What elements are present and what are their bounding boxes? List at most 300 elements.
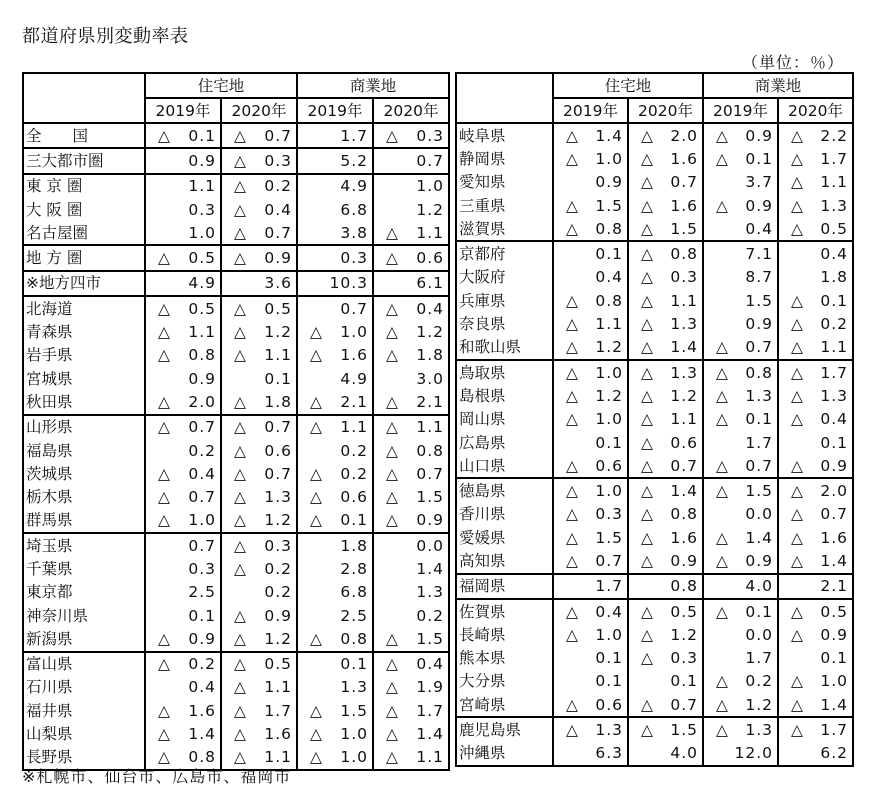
rate-value: 0.6 xyxy=(670,433,698,452)
rate-cell xyxy=(703,693,778,717)
negative-marker: △ xyxy=(310,701,322,720)
rate-cell xyxy=(628,217,703,241)
rate-cell xyxy=(145,344,221,367)
rate-cell xyxy=(145,221,221,245)
negative-marker: △ xyxy=(158,488,170,507)
table-row xyxy=(456,241,853,265)
rate-value: 1.3 xyxy=(264,488,292,507)
rate-value: 0.1 xyxy=(670,672,698,691)
rate-cell xyxy=(373,462,449,485)
negative-marker: △ xyxy=(386,126,398,145)
header-year-2020: 2020年 xyxy=(221,98,297,123)
rate-value: 0.3 xyxy=(670,649,698,668)
rate-cell xyxy=(373,148,449,173)
table-row xyxy=(456,289,853,312)
rate-value: 1.4 xyxy=(670,338,698,357)
rate-cell xyxy=(221,221,297,245)
rate-value: 0.3 xyxy=(264,151,292,170)
table-row xyxy=(456,217,853,241)
table-row xyxy=(23,344,449,367)
negative-marker: △ xyxy=(641,363,653,382)
rate-cell xyxy=(628,623,703,646)
rate-value: 0.9 xyxy=(820,625,848,644)
rate-value: 1.6 xyxy=(670,196,698,215)
rate-value: 0.4 xyxy=(416,655,444,674)
rate-cell xyxy=(553,503,628,526)
table-row xyxy=(23,676,449,699)
region-name: 大分県 xyxy=(456,670,553,693)
negative-marker: △ xyxy=(791,482,803,501)
table-row xyxy=(23,509,449,533)
rate-cell xyxy=(145,627,221,651)
rate-value: 0.4 xyxy=(188,464,216,483)
rate-cell xyxy=(221,462,297,485)
rate-value: 0.9 xyxy=(264,606,292,625)
rate-value: 1.5 xyxy=(416,629,444,648)
negative-marker: △ xyxy=(158,748,170,767)
negative-marker: △ xyxy=(791,551,803,570)
rate-value: 0.8 xyxy=(670,505,698,524)
region-name: 広島県 xyxy=(456,431,553,454)
rate-cell xyxy=(628,599,703,623)
rate-value: 0.8 xyxy=(745,363,773,382)
negative-marker: △ xyxy=(310,464,322,483)
rate-cell xyxy=(628,360,703,384)
rate-cell xyxy=(778,742,853,766)
rate-cell xyxy=(778,431,853,454)
rate-cell xyxy=(778,266,853,289)
rate-value: 6.2 xyxy=(820,744,848,763)
rate-value: 0.1 xyxy=(340,655,368,674)
rate-value: 0.7 xyxy=(188,488,216,507)
rate-cell xyxy=(145,367,221,390)
rate-cell xyxy=(628,549,703,573)
table-row xyxy=(456,266,853,289)
rate-value: 1.4 xyxy=(820,695,848,714)
rate-cell xyxy=(778,599,853,623)
rate-cell xyxy=(703,312,778,335)
rate-value: 7.1 xyxy=(745,245,773,264)
rate-cell xyxy=(628,241,703,265)
rate-value: 1.0 xyxy=(595,149,623,168)
rate-value: 0.9 xyxy=(595,173,623,192)
rate-cell xyxy=(628,312,703,335)
region-name: 群馬県 xyxy=(23,509,145,533)
rate-cell xyxy=(221,533,297,557)
rate-cell xyxy=(778,289,853,312)
rate-cell xyxy=(373,221,449,245)
region-name: 秋田県 xyxy=(23,390,145,414)
rate-cell xyxy=(703,454,778,478)
rate-cell xyxy=(145,415,221,439)
table-row xyxy=(23,627,449,651)
rate-cell xyxy=(778,574,853,599)
table-row xyxy=(456,574,853,599)
rate-cell xyxy=(297,722,373,745)
table-row xyxy=(23,557,449,580)
rate-value: 0.1 xyxy=(595,672,623,691)
rate-value: 0.5 xyxy=(264,655,292,674)
rate-cell xyxy=(221,367,297,390)
rate-cell xyxy=(221,174,297,198)
rate-value: 2.0 xyxy=(820,482,848,501)
rate-cell xyxy=(297,148,373,173)
negative-marker: △ xyxy=(234,249,246,268)
rate-cell xyxy=(778,336,853,360)
rate-value: 0.2 xyxy=(340,464,368,483)
region-name: 富山県 xyxy=(23,652,145,676)
negative-marker: △ xyxy=(791,456,803,475)
rate-value: 1.7 xyxy=(820,149,848,168)
rate-value: 1.0 xyxy=(595,625,623,644)
rate-cell xyxy=(703,266,778,289)
rate-value: 0.5 xyxy=(670,602,698,621)
negative-marker: △ xyxy=(641,551,653,570)
rate-value: 0.7 xyxy=(670,173,698,192)
table-row xyxy=(23,604,449,627)
rate-cell xyxy=(297,221,373,245)
rate-value: 0.1 xyxy=(820,433,848,452)
header-year-2019: 2019年 xyxy=(297,98,373,123)
header-blank xyxy=(23,73,145,123)
rate-cell xyxy=(145,557,221,580)
rate-value: 0.5 xyxy=(820,219,848,238)
rate-cell xyxy=(297,367,373,390)
rate-value: 0.7 xyxy=(745,456,773,475)
negative-marker: △ xyxy=(641,528,653,547)
table-row xyxy=(456,431,853,454)
rate-value: 1.5 xyxy=(745,291,773,310)
negative-marker: △ xyxy=(566,505,578,524)
region-name: 鳥取県 xyxy=(456,360,553,384)
rate-value: 5.2 xyxy=(340,151,368,170)
rate-value: 0.2 xyxy=(188,441,216,460)
rate-value: 6.3 xyxy=(595,744,623,763)
region-name: 新潟県 xyxy=(23,627,145,651)
rate-cell xyxy=(373,245,449,270)
negative-marker: △ xyxy=(234,126,246,145)
rate-value: 0.8 xyxy=(595,219,623,238)
negative-marker: △ xyxy=(791,149,803,168)
region-name: 宮城県 xyxy=(23,367,145,390)
rate-value: 1.0 xyxy=(595,363,623,382)
rate-value: 0.9 xyxy=(670,551,698,570)
rate-cell xyxy=(553,241,628,265)
rate-cell xyxy=(145,245,221,270)
rate-value: 1.3 xyxy=(340,678,368,697)
table-row xyxy=(23,722,449,745)
rate-cell xyxy=(628,647,703,670)
rate-value: 0.6 xyxy=(595,695,623,714)
rate-value: 1.6 xyxy=(264,725,292,744)
region-name: 佐賀県 xyxy=(456,599,553,623)
region-name: 茨城県 xyxy=(23,462,145,485)
table-row xyxy=(23,174,449,198)
negative-marker: △ xyxy=(641,291,653,310)
rate-value: 0.7 xyxy=(416,464,444,483)
left-table-body xyxy=(23,123,449,770)
rate-cell xyxy=(297,320,373,343)
negative-marker: △ xyxy=(641,386,653,405)
rate-cell xyxy=(221,271,297,296)
negative-marker: △ xyxy=(566,363,578,382)
negative-marker: △ xyxy=(791,721,803,740)
negative-marker: △ xyxy=(310,725,322,744)
negative-marker: △ xyxy=(716,338,728,357)
rate-cell xyxy=(373,367,449,390)
negative-marker: △ xyxy=(641,126,653,145)
negative-marker: △ xyxy=(310,488,322,507)
negative-marker: △ xyxy=(791,386,803,405)
rate-cell xyxy=(778,360,853,384)
region-name: 北海道 xyxy=(23,296,145,320)
region-name: 香川県 xyxy=(456,503,553,526)
rate-value: 1.1 xyxy=(340,418,368,437)
negative-marker: △ xyxy=(716,363,728,382)
footnote: ※札幌市、仙台市、広島市、福岡市 xyxy=(22,767,292,786)
rate-value: 1.5 xyxy=(595,528,623,547)
rate-value: 1.5 xyxy=(670,721,698,740)
negative-marker: △ xyxy=(234,323,246,342)
region-name: 愛媛県 xyxy=(456,526,553,549)
rate-cell xyxy=(703,289,778,312)
rate-cell xyxy=(553,408,628,431)
rate-cell xyxy=(297,652,373,676)
rate-cell xyxy=(221,245,297,270)
region-name: 山梨県 xyxy=(23,722,145,745)
rate-value: 0.7 xyxy=(188,418,216,437)
rate-cell xyxy=(778,241,853,265)
rate-value: 1.3 xyxy=(745,721,773,740)
rate-value: 0.4 xyxy=(264,200,292,219)
rate-value: 0.0 xyxy=(745,625,773,644)
rate-value: 1.0 xyxy=(188,223,216,242)
rate-cell xyxy=(703,742,778,766)
rate-value: 2.5 xyxy=(188,583,216,602)
rate-value: 1.3 xyxy=(670,315,698,334)
negative-marker: △ xyxy=(310,418,322,437)
negative-marker: △ xyxy=(566,551,578,570)
negative-marker: △ xyxy=(310,629,322,648)
rate-cell xyxy=(145,604,221,627)
region-name: 和歌山県 xyxy=(456,336,553,360)
rate-value: 0.1 xyxy=(595,245,623,264)
rate-value: 0.9 xyxy=(188,151,216,170)
rate-cell xyxy=(221,390,297,414)
negative-marker: △ xyxy=(791,126,803,145)
region-name: 兵庫県 xyxy=(456,289,553,312)
region-name: 沖縄県 xyxy=(456,742,553,766)
negative-marker: △ xyxy=(641,695,653,714)
rate-cell xyxy=(221,604,297,627)
rate-value: 1.7 xyxy=(595,577,623,596)
negative-marker: △ xyxy=(386,223,398,242)
rate-cell xyxy=(703,384,778,407)
rate-value: 0.9 xyxy=(264,249,292,268)
rate-cell xyxy=(373,652,449,676)
rate-cell xyxy=(703,717,778,741)
rate-cell xyxy=(778,171,853,194)
negative-marker: △ xyxy=(566,625,578,644)
rate-value: 0.8 xyxy=(416,441,444,460)
negative-marker: △ xyxy=(566,196,578,215)
negative-marker: △ xyxy=(791,219,803,238)
rate-cell xyxy=(628,289,703,312)
negative-marker: △ xyxy=(641,505,653,524)
table-row xyxy=(456,670,853,693)
rate-cell xyxy=(703,647,778,670)
region-name: 福井県 xyxy=(23,699,145,722)
table-row xyxy=(456,599,853,623)
rate-value: 1.5 xyxy=(670,219,698,238)
negative-marker: △ xyxy=(234,392,246,411)
region-name: 千葉県 xyxy=(23,557,145,580)
negative-marker: △ xyxy=(566,695,578,714)
rate-cell xyxy=(373,581,449,604)
negative-marker: △ xyxy=(310,511,322,530)
region-name: 岩手県 xyxy=(23,344,145,367)
rate-value: 3.8 xyxy=(340,223,368,242)
negative-marker: △ xyxy=(234,655,246,674)
rate-value: 1.3 xyxy=(820,386,848,405)
negative-marker: △ xyxy=(641,338,653,357)
negative-marker: △ xyxy=(386,392,398,411)
negative-marker: △ xyxy=(566,721,578,740)
region-name: 奈良県 xyxy=(456,312,553,335)
rate-value: 0.7 xyxy=(264,464,292,483)
rate-value: 1.1 xyxy=(670,291,698,310)
rate-value: 1.1 xyxy=(595,315,623,334)
negative-marker: △ xyxy=(791,291,803,310)
rate-cell xyxy=(553,599,628,623)
region-name: 徳島県 xyxy=(456,478,553,502)
rate-value: 1.0 xyxy=(340,323,368,342)
region-name: 東 京 圏 xyxy=(23,174,145,198)
region-name: ※地方四市 xyxy=(23,271,145,296)
rate-cell xyxy=(703,217,778,241)
rate-value: 1.2 xyxy=(416,200,444,219)
negative-marker: △ xyxy=(158,464,170,483)
rate-cell xyxy=(297,296,373,320)
rate-value: 0.1 xyxy=(595,433,623,452)
table-row xyxy=(23,652,449,676)
rate-cell xyxy=(221,485,297,508)
rate-value: 1.1 xyxy=(416,418,444,437)
rate-cell xyxy=(703,241,778,265)
negative-marker: △ xyxy=(716,528,728,547)
rate-value: 1.5 xyxy=(340,701,368,720)
table-row xyxy=(23,367,449,390)
rate-cell xyxy=(553,526,628,549)
rate-value: 0.6 xyxy=(340,488,368,507)
rate-cell xyxy=(553,670,628,693)
negative-marker: △ xyxy=(566,315,578,334)
rate-value: 1.1 xyxy=(188,177,216,196)
rate-value: 0.4 xyxy=(595,602,623,621)
rate-value: 1.3 xyxy=(416,583,444,602)
region-name: 山口県 xyxy=(456,454,553,478)
rate-cell xyxy=(373,604,449,627)
region-name: 山形県 xyxy=(23,415,145,439)
rate-cell xyxy=(778,408,853,431)
region-name: 鹿児島県 xyxy=(456,717,553,741)
rate-cell xyxy=(145,390,221,414)
negative-marker: △ xyxy=(234,488,246,507)
negative-marker: △ xyxy=(234,177,246,196)
rate-cell xyxy=(628,503,703,526)
negative-marker: △ xyxy=(310,748,322,767)
negative-marker: △ xyxy=(791,173,803,192)
rate-cell xyxy=(221,320,297,343)
rate-cell xyxy=(628,742,703,766)
rate-value: 1.7 xyxy=(416,701,444,720)
rate-cell xyxy=(778,647,853,670)
rate-value: 1.1 xyxy=(264,748,292,767)
rate-cell xyxy=(553,217,628,241)
table-row xyxy=(23,415,449,439)
table-row xyxy=(23,245,449,270)
rate-value: 0.7 xyxy=(264,223,292,242)
rate-cell xyxy=(145,123,221,148)
rate-cell xyxy=(221,123,297,148)
rate-cell xyxy=(297,509,373,533)
table-row xyxy=(456,693,853,717)
region-name: 三大都市圏 xyxy=(23,148,145,173)
negative-marker: △ xyxy=(386,629,398,648)
negative-marker: △ xyxy=(386,418,398,437)
rate-value: 8.7 xyxy=(745,268,773,287)
rate-value: 0.7 xyxy=(820,505,848,524)
negative-marker: △ xyxy=(641,219,653,238)
table-row xyxy=(456,647,853,670)
rate-value: 0.8 xyxy=(670,577,698,596)
rate-value: 0.4 xyxy=(595,268,623,287)
region-name: 島根県 xyxy=(456,384,553,407)
rate-cell xyxy=(373,722,449,745)
table-row xyxy=(456,408,853,431)
rate-value: 0.7 xyxy=(745,338,773,357)
rate-value: 1.3 xyxy=(595,721,623,740)
rate-cell xyxy=(373,271,449,296)
rate-cell xyxy=(778,217,853,241)
rate-value: 4.0 xyxy=(670,744,698,763)
table-row xyxy=(23,699,449,722)
rate-value: 4.0 xyxy=(745,577,773,596)
rate-value: 0.4 xyxy=(820,410,848,429)
rate-cell xyxy=(628,717,703,741)
rate-value: 1.1 xyxy=(188,323,216,342)
negative-marker: △ xyxy=(791,528,803,547)
negative-marker: △ xyxy=(158,299,170,318)
negative-marker: △ xyxy=(566,386,578,405)
rate-cell xyxy=(553,312,628,335)
table-row xyxy=(23,198,449,221)
table-row xyxy=(23,221,449,245)
rate-value: 1.4 xyxy=(745,528,773,547)
negative-marker: △ xyxy=(310,323,322,342)
rate-cell xyxy=(703,574,778,599)
region-name: 愛知県 xyxy=(456,171,553,194)
rate-cell xyxy=(297,439,373,462)
rate-cell xyxy=(628,454,703,478)
rate-cell xyxy=(553,147,628,170)
rate-value: 1.1 xyxy=(416,223,444,242)
negative-marker: △ xyxy=(716,410,728,429)
rate-value: 3.6 xyxy=(264,274,292,293)
table-row xyxy=(23,296,449,320)
negative-marker: △ xyxy=(234,464,246,483)
table-row xyxy=(456,503,853,526)
